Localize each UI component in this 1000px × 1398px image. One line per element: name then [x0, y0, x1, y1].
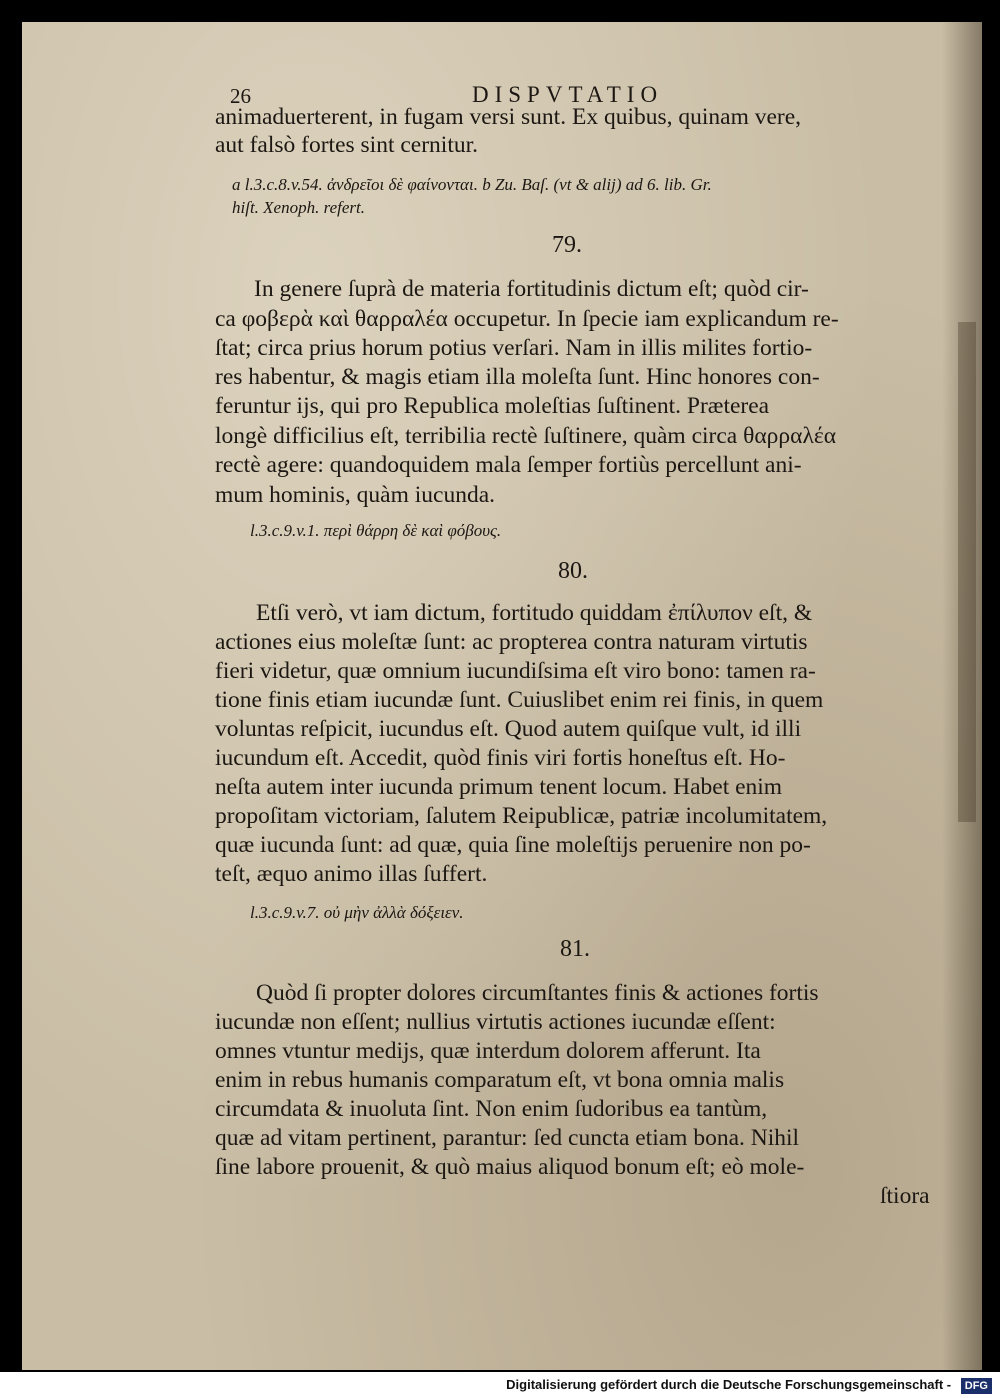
footer-text: Digitalisierung gefördert durch die Deutsche Forschungsgemeinschaft - — [506, 1377, 952, 1392]
text-line: quæ ad vitam pertinent, parantur: ſed cuncta etiam bona. Nihil — [215, 1125, 800, 1151]
text-line: circumdata & inuoluta ſint. Non enim ſudoribus ea tantùm, — [215, 1096, 768, 1122]
text-line: propoſitam victoriam, ſalutem Reipublicæ, patriæ incolumitatem, — [215, 803, 828, 829]
text-line: ca φοβερὰ καὶ θαρραλέα occupetur. In ſpecie iam explicandum re- — [215, 306, 839, 332]
text-line: quæ iucunda ſunt: ad quæ, quia ſine moleſtijs peruenire non po- — [215, 832, 811, 858]
text-line: actiones eius moleſtæ ſunt: ac propterea contra naturam virtutis — [215, 629, 808, 655]
page-edge-stain — [958, 322, 976, 822]
text-line: omnes vtuntur medijs, quæ interdum dolorem afferunt. Ita — [215, 1038, 761, 1064]
text-line: voluntas reſpicit, iucundus eſt. Quod autem quiſque vult, id illi — [215, 716, 802, 742]
text-line: enim in rebus humanis comparatum eſt, vt bona omnia malis — [215, 1067, 785, 1093]
text-line: ſtat; circa prius horum potius verſari. Nam in illis milites fortio- — [215, 335, 813, 361]
text-line: fieri videtur, quæ omnium iucundiſsima eſt viro bono: tamen ra- — [215, 658, 816, 684]
text-line: In genere ſuprà de materia fortitudinis dictum eſt; quòd cir- — [254, 276, 809, 302]
text-line: res habentur, & magis etiam illa moleſta ſunt. Hinc honores con- — [215, 364, 820, 390]
text-line: Quòd ſi propter dolores circumſtantes finis & actiones fortis — [256, 980, 819, 1006]
text-line: mum hominis, quàm iucunda. — [215, 482, 496, 508]
footnote-line: l.3.c.9.v.7. οὐ μὴν ἀλλὰ δόξειεν. — [250, 903, 464, 922]
text-line: Etſi verò, vt iam dictum, fortitudo quiddam ἐπίλυπον eſt, & — [256, 600, 813, 626]
page-number: 26 — [230, 84, 251, 108]
text-line: feruntur ijs, qui pro Republica moleſtias ſuſtinent. Præterea — [215, 393, 770, 419]
text-line: neſta autem inter iucunda primum tenent locum. Habet enim — [215, 774, 783, 800]
section-number: 80. — [558, 558, 588, 584]
footnote-line: a l.3.c.8.v.54. ἀνδρεῖοι δὲ φαίνονται. b Zu. Baſ. (vt & alij) ad 6. lib. Gr. — [232, 175, 712, 194]
text-line: longè difficilius eſt, terribilia rectè ſuſtinere, quàm circa θαρραλέα — [215, 423, 837, 449]
text-line: teſt, æquo animo illas ſuffert. — [215, 861, 488, 887]
text-line: ſine labore prouenit, & quò maius aliquod bonum eſt; eò mole- — [215, 1154, 805, 1180]
text-line: tione finis etiam iucundæ ſunt. Cuiuslibet enim rei finis, in quem — [215, 687, 824, 713]
text-line: rectè agere: quandoquidem mala ſemper fortiùs percellunt ani- — [215, 452, 802, 478]
digitization-footer — [0, 1372, 1000, 1398]
text-line: aut falsò fortes sint cernitur. — [215, 132, 478, 158]
book-page — [22, 22, 982, 1370]
text-line: animaduerterent, in fugam versi sunt. Ex quibus, quinam vere, — [215, 104, 802, 130]
footnote-line: hiſt. Xenoph. refert. — [232, 198, 365, 217]
section-number: 79. — [552, 232, 582, 258]
text-line: iucundæ non eſſent; nullius virtutis actiones iucundæ eſſent: — [215, 1009, 776, 1035]
section-number: 81. — [560, 936, 590, 962]
text-line: iucundum eſt. Accedit, quòd finis viri fortis honeſtus eſt. Ho- — [215, 745, 786, 771]
catchword: ſtiora — [880, 1183, 930, 1209]
footnote-line: l.3.c.9.v.1. περὶ θάρρη δὲ καὶ φόβους. — [250, 521, 502, 540]
dfg-logo: DFG — [961, 1378, 992, 1394]
running-title: DISPVTATIO — [472, 82, 664, 107]
